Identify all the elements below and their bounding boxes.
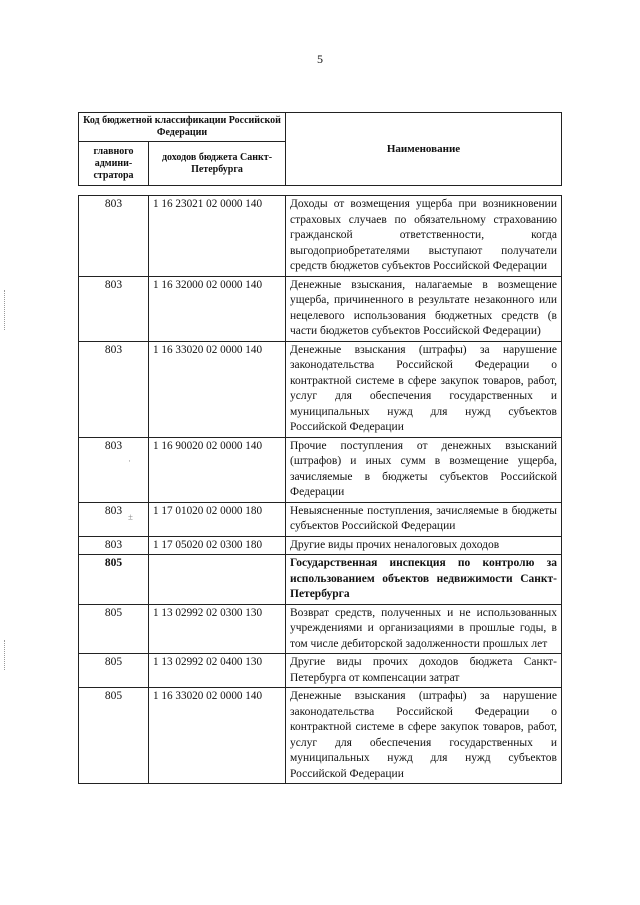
header-revenue: доходов бюджета Санкт-Петербурга [149,142,286,186]
table-row [79,437,562,502]
name-cell: Невыясненные поступления, зачисляемые в бюджеты субъектов Российской Федерации [286,502,562,536]
table-row [79,341,562,437]
name-cell: Доходы от возмещения ущерба при возникновении страховых случаев по обязательному страхованию гражданской ответственности, когда выгодоприобретателями выступают получатели средств бюджетов субъектов Российской Федерации [286,196,562,277]
name-cell: Возврат средств, полученных и не использованных учреждениями и организациями в прошлые годы, в том числе дебиторской задолженности прошлых лет [286,604,562,654]
table-row [79,604,562,654]
name-cell: Денежные взыскания (штрафы) за нарушение законодательства Российской Федерации о контрактной системе в сфере закупок товаров, работ, услуг для обеспечения государственных и муниципальных нужд для нужд субъектов Российской Федерации [286,341,562,437]
admin-code-cell: 803 [79,196,149,277]
name-cell: Другие виды прочих доходов бюджета Санкт-Петербурга от компенсации затрат [286,654,562,688]
name-cell: Прочие поступления от денежных взысканий (штрафов) и иных сумм в возмещение ущерба, зачисляемые в бюджеты субъектов Российской Федерации [286,437,562,502]
revenue-code-cell: 1 16 23021 02 0000 140 [149,196,286,277]
table-header [78,112,562,186]
revenue-code-cell: 1 16 32000 02 0000 140 [149,276,286,341]
admin-code-cell: 803 [79,276,149,341]
admin-code-cell: 803 [79,502,149,536]
page-number: 5 [317,52,323,66]
scan-artifact [4,640,7,670]
revenue-code-cell [149,555,286,605]
table-row [79,654,562,688]
scan-artifact: ± [128,512,133,522]
table-row [79,196,562,277]
revenue-code-cell: 1 13 02992 02 0300 130 [149,604,286,654]
scan-artifact: · [128,456,131,466]
admin-code-cell: 803 [79,437,149,502]
name-cell: Государственная инспекция по контролю за использованием объектов недвижимости Санкт-Петербурга [286,555,562,605]
admin-code-cell: 805 [79,654,149,688]
table-row [79,502,562,536]
table-row [79,536,562,555]
table-row [79,555,562,605]
header-name: Наименование [286,113,562,186]
revenue-code-cell: 1 16 33020 02 0000 140 [149,688,286,784]
revenue-code-cell: 1 13 02992 02 0400 130 [149,654,286,688]
header-admin: главного админи-стратора [79,142,149,186]
table-row [79,688,562,784]
header-group-title: Код бюджетной классификации Российской Федерации [79,113,286,142]
admin-code-cell: 805 [79,604,149,654]
revenue-code-cell: 1 17 01020 02 0000 180 [149,502,286,536]
scan-artifact [4,290,7,330]
name-cell: Другие виды прочих неналоговых доходов [286,536,562,555]
classification-table [78,195,562,784]
name-cell: Денежные взыскания, налагаемые в возмещение ущерба, причиненного в результате незаконного или нецелевого использования бюджетных средств (в части бюджетов субъектов Российской Федерации) [286,276,562,341]
name-cell: Денежные взыскания (штрафы) за нарушение законодательства Российской Федерации о контрактной системе в сфере закупок товаров, работ, услуг для обеспечения государственных и муниципальных нужд для нужд субъектов Российской Федерации [286,688,562,784]
admin-code-cell: 803 [79,536,149,555]
revenue-code-cell: 1 17 05020 02 0300 180 [149,536,286,555]
revenue-code-cell: 1 16 90020 02 0000 140 [149,437,286,502]
admin-code-cell: 805 [79,555,149,605]
admin-code-cell: 805 [79,688,149,784]
revenue-code-cell: 1 16 33020 02 0000 140 [149,341,286,437]
admin-code-cell: 803 [79,341,149,437]
table-row [79,276,562,341]
